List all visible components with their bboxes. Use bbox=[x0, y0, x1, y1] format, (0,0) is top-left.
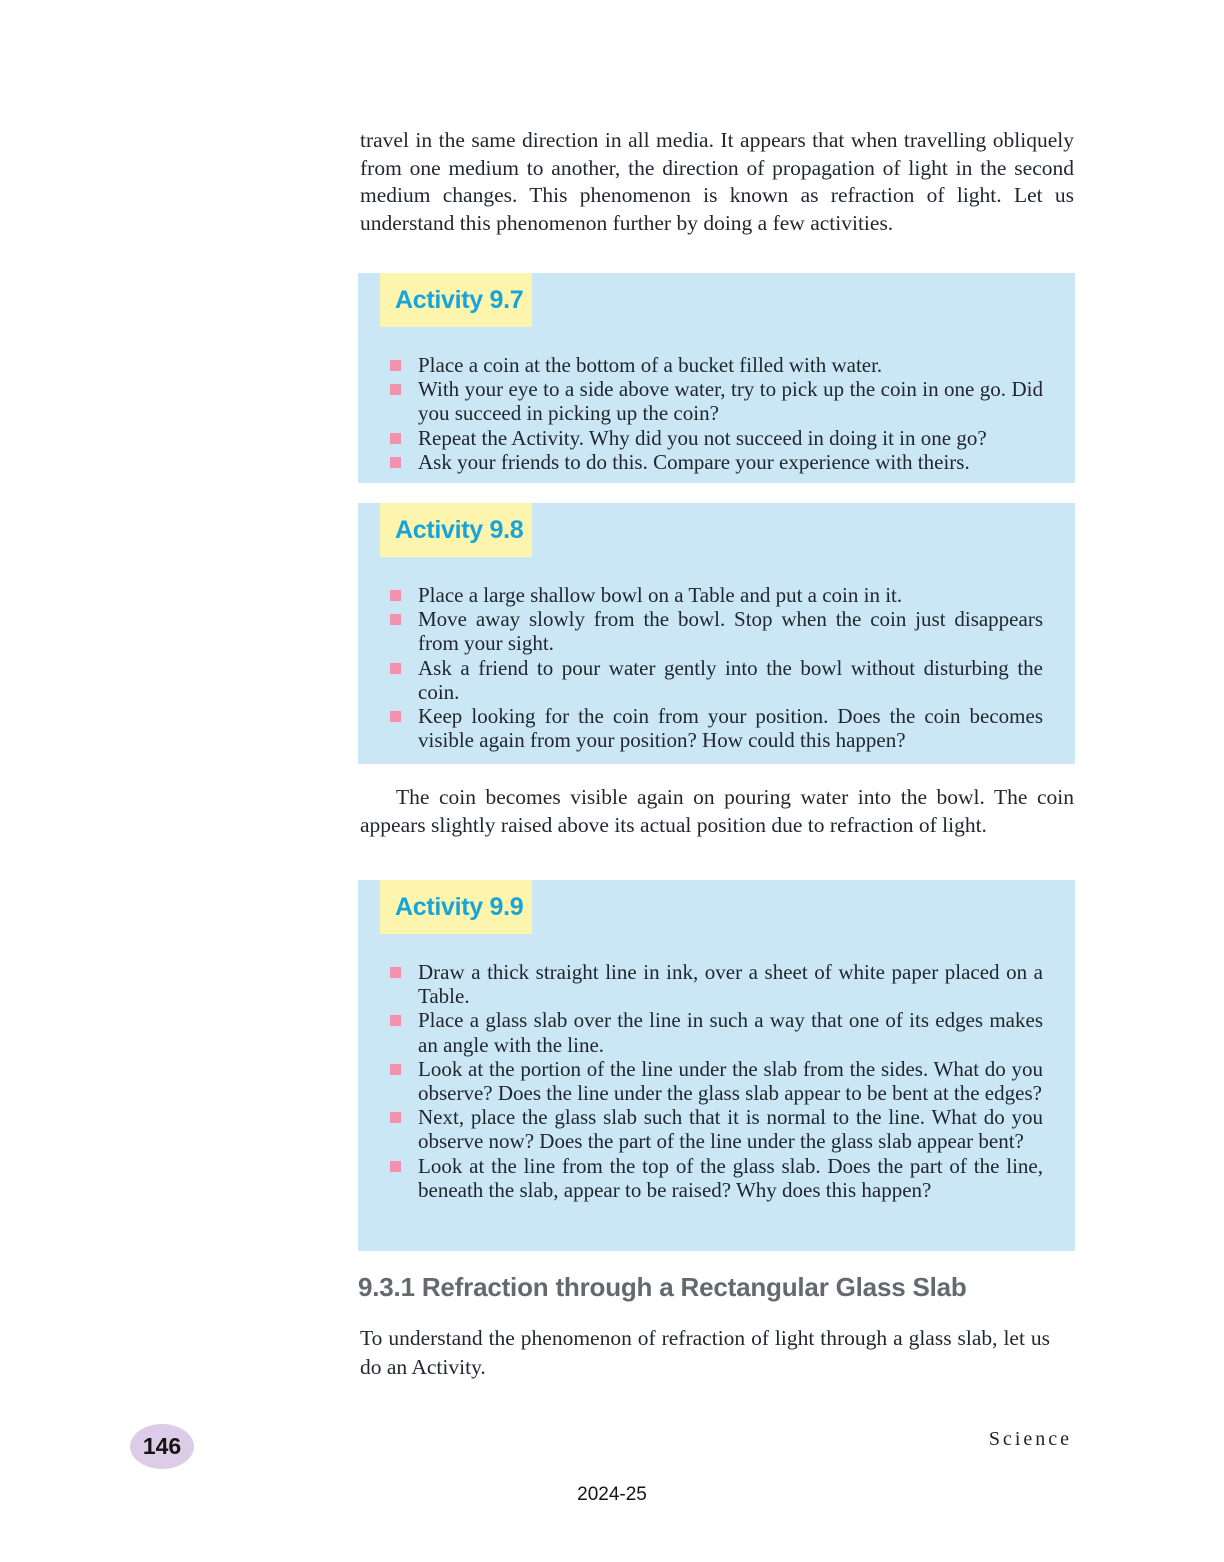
list-item bbox=[418, 656, 1043, 704]
bullet-square-icon bbox=[390, 1015, 401, 1026]
list-item bbox=[418, 607, 1043, 655]
list-item-text: Place a large shallow bowl on a Table and put a coin in it. bbox=[418, 583, 903, 607]
list-item-text: Place a glass slab over the line in such a way that one of its edges makes an angle with the line. bbox=[418, 1008, 1043, 1057]
activity-list bbox=[358, 583, 1075, 752]
list-item-text: Ask your friends to do this. Compare your experience with theirs. bbox=[418, 449, 970, 474]
list-item-text: Draw a thick straight line in ink, over a sheet of white paper placed on a Table. bbox=[418, 960, 1043, 1009]
bullet-square-icon bbox=[390, 590, 401, 601]
bullet-square-icon bbox=[390, 663, 401, 674]
list-item bbox=[418, 353, 1043, 377]
bullet-square-icon bbox=[390, 967, 401, 978]
activity-label bbox=[380, 880, 532, 934]
intro-paragraph: travel in the same direction in all media. It appears that when travelling obliquely from one medium to another, the direction of propagation of light in the second medium changes. This phenomenon is known as refraction of light. Let us understand this phenomenon further by doing a few activities. bbox=[360, 128, 1074, 235]
bullet-square-icon bbox=[390, 457, 401, 468]
mid-paragraph: The coin becomes visible again on pouring water into the bowl. The coin appears slightly raised above its actual position due to refraction of light. bbox=[360, 785, 1074, 837]
activity-label bbox=[380, 503, 532, 557]
list-item bbox=[418, 704, 1043, 752]
activity-title: Activity 9.7 bbox=[395, 285, 524, 314]
edition-label: 2024-25 bbox=[577, 1484, 647, 1505]
bullet-square-icon bbox=[390, 1161, 401, 1172]
book-title: Science bbox=[988, 1428, 1072, 1450]
list-item bbox=[418, 426, 1043, 450]
list-item bbox=[418, 450, 1043, 474]
activity-title: Activity 9.9 bbox=[395, 892, 524, 921]
list-item-text: Keep looking for the coin from your position. Does the coin becomes visible again from your position? How could this happen? bbox=[418, 704, 1043, 753]
list-item bbox=[418, 583, 1043, 607]
list-item-text: Repeat the Activity. Why did you not succeed in doing it in one go? bbox=[418, 425, 987, 450]
bullet-square-icon bbox=[390, 384, 401, 395]
list-item bbox=[418, 1008, 1043, 1056]
list-item bbox=[418, 1105, 1043, 1153]
list-item bbox=[418, 960, 1043, 1008]
list-item-text: Ask a friend to pour water gently into the bowl without disturbing the coin. bbox=[418, 655, 1043, 704]
bullet-square-icon bbox=[390, 360, 401, 371]
list-item-text: Move away slowly from the bowl. Stop when the coin just disappears from your sight. bbox=[418, 607, 1043, 656]
section-paragraph: To understand the phenomenon of refraction of light through a glass slab, let us do an Activity. bbox=[360, 1326, 1050, 1379]
list-item bbox=[418, 1154, 1043, 1202]
list-item-text: Place a coin at the bottom of a bucket filled with water. bbox=[418, 353, 883, 377]
bullet-square-icon bbox=[390, 614, 401, 625]
activity-label bbox=[380, 273, 532, 327]
activity-box-9-7 bbox=[358, 273, 1075, 483]
activity-box-9-8 bbox=[358, 503, 1075, 764]
bullet-square-icon bbox=[390, 1112, 401, 1123]
list-item-text: Look at the line from the top of the glass slab. Does the part of the line, beneath the slab, appear to be raised? Why does this happen? bbox=[418, 1153, 1043, 1202]
section-heading: 9.3.1 Refraction through a Rectangular Glass Slab bbox=[358, 1272, 967, 1302]
bullet-square-icon bbox=[390, 1064, 401, 1075]
list-item-text: Look at the portion of the line under the slab from the sides. What do you observe? Does the line under the glass slab appear to be bent at the edges? bbox=[418, 1056, 1043, 1106]
bullet-square-icon bbox=[390, 433, 401, 444]
list-item-text: With your eye to a side above water, try to pick up the coin in one go. Did you succeed in picking up the coin? bbox=[418, 377, 1043, 426]
list-item bbox=[418, 1057, 1043, 1105]
page-number-badge: 146 bbox=[130, 1424, 194, 1469]
activity-list bbox=[358, 960, 1075, 1202]
activity-box-9-9 bbox=[358, 880, 1075, 1251]
bullet-square-icon bbox=[390, 711, 401, 722]
list-item bbox=[418, 377, 1043, 425]
activity-title: Activity 9.8 bbox=[395, 515, 524, 544]
activity-list bbox=[358, 353, 1075, 474]
list-item-text: Next, place the glass slab such that it is normal to the line. What do you observe now? Does the part of the line under the glass slab appear bent? bbox=[418, 1105, 1043, 1154]
